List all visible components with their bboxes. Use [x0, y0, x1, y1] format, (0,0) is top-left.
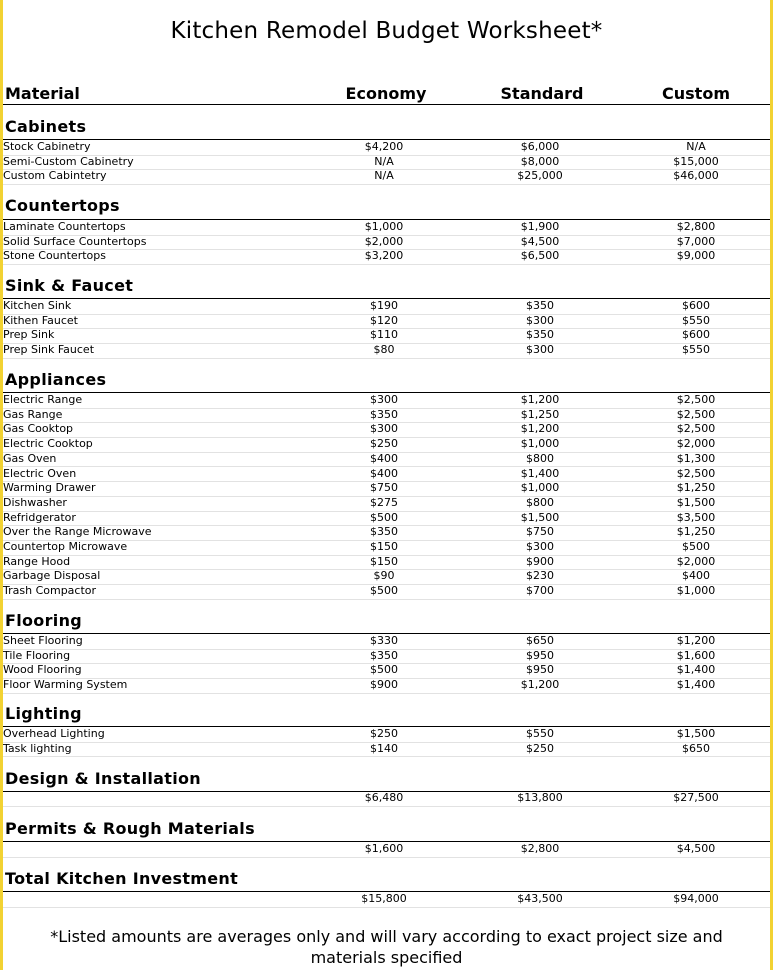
cell-standard: $300 [526, 540, 554, 553]
table-row [3, 299, 770, 315]
cell-custom: $46,000 [673, 169, 719, 183]
cell-standard: $1,500 [520, 510, 560, 524]
cell-custom: $650 [682, 741, 710, 755]
cell-economy: $6,480 [364, 791, 404, 804]
cell-standard: $1,900 [520, 220, 560, 233]
cell-custom: $9,000 [676, 249, 716, 263]
cell-standard: $750 [526, 525, 554, 539]
table-row [3, 742, 770, 758]
cell-economy: N/A [374, 169, 394, 183]
cell-custom: $4,500 [676, 842, 716, 855]
table-row [3, 727, 770, 743]
cell-custom: $2,000 [676, 554, 716, 568]
table-row [3, 663, 770, 679]
cell-standard: $350 [526, 299, 554, 312]
cell-economy: $350 [370, 525, 398, 539]
cell-economy: $150 [370, 554, 398, 568]
cell-custom: $1,500 [676, 495, 716, 509]
column-header-material: Material [5, 84, 80, 103]
section-title: Lighting [5, 704, 82, 723]
column-header-custom: Custom [662, 84, 730, 103]
row-material-name: Electric Cooktop [3, 437, 93, 451]
cell-custom: $1,200 [676, 634, 716, 647]
cell-standard: $550 [526, 727, 554, 740]
cell-economy: $150 [370, 540, 398, 553]
cell-economy: $110 [370, 328, 398, 342]
cell-custom: $1,600 [676, 648, 716, 662]
cell-standard: $1,400 [520, 466, 560, 480]
cell-standard: $25,000 [517, 169, 563, 183]
cell-economy: $4,200 [364, 140, 404, 153]
table-row [3, 393, 770, 409]
table-row [3, 328, 770, 344]
cell-custom: $2,500 [676, 466, 716, 480]
cell-custom: $27,500 [673, 791, 719, 804]
row-material-name: Task lighting [3, 741, 72, 755]
section-title: Total Kitchen Investment [5, 869, 239, 888]
cell-economy: $2,000 [364, 234, 404, 248]
cell-custom: $3,500 [676, 510, 716, 524]
row-material-name: Kitchen Sink [3, 299, 72, 312]
cell-economy: $1,600 [364, 842, 404, 855]
table-row [3, 892, 770, 908]
cell-custom: $600 [682, 299, 710, 312]
footnote: *Listed amounts are averages only and will vary according to exact project size and materials specified [50, 927, 723, 967]
cell-economy: $300 [370, 393, 398, 406]
table-row [3, 511, 770, 527]
table-row [3, 791, 770, 807]
row-material-name: Electric Range [3, 393, 83, 406]
table-row [3, 220, 770, 236]
cell-economy: $1,000 [364, 220, 404, 233]
table-row [3, 452, 770, 468]
cell-standard: $800 [526, 451, 554, 465]
table-row [3, 314, 770, 330]
row-material-name: Laminate Countertops [3, 220, 126, 233]
cell-economy: $140 [370, 741, 398, 755]
table-row [3, 235, 770, 251]
column-header-row [3, 82, 770, 105]
cell-economy: $120 [370, 313, 398, 327]
cell-custom: $7,000 [676, 234, 716, 248]
table-row [3, 525, 770, 541]
cell-economy: $750 [370, 481, 398, 495]
cell-economy: $250 [370, 437, 398, 451]
row-material-name: Wood Flooring [3, 663, 82, 677]
cell-standard: $1,000 [520, 481, 560, 495]
cell-economy: $190 [370, 299, 398, 312]
row-material-name: Semi-Custom Cabinetry [3, 154, 134, 168]
cell-standard: $250 [526, 741, 554, 755]
cell-standard: $650 [526, 634, 554, 647]
table-row [3, 422, 770, 438]
cell-custom: $2,500 [676, 407, 716, 421]
cell-economy: $15,800 [361, 892, 407, 905]
cell-economy: $900 [370, 678, 398, 692]
row-material-name: Sheet Flooring [3, 634, 83, 647]
cell-custom: $2,500 [676, 393, 716, 406]
row-material-name: Floor Warming System [3, 678, 128, 692]
table-row [3, 155, 770, 171]
cell-standard: $800 [526, 495, 554, 509]
table-row [3, 649, 770, 665]
cell-custom: $600 [682, 328, 710, 342]
cell-economy: $350 [370, 407, 398, 421]
table-row [3, 140, 770, 156]
table-row [3, 842, 770, 858]
section-title: Permits & Rough Materials [5, 819, 255, 838]
row-material-name: Kithen Faucet [3, 313, 78, 327]
cell-standard: $4,500 [520, 234, 560, 248]
cell-custom: $400 [682, 569, 710, 583]
cell-custom: $2,000 [676, 437, 716, 451]
row-material-name: Warming Drawer [3, 481, 96, 495]
cell-custom: $1,250 [676, 481, 716, 495]
cell-custom: $1,250 [676, 525, 716, 539]
table-row [3, 481, 770, 497]
cell-economy: $3,200 [364, 249, 404, 263]
cell-standard: $13,800 [517, 791, 563, 804]
row-material-name: Solid Surface Countertops [3, 234, 147, 248]
cell-custom: $1,500 [676, 727, 716, 740]
cell-standard: $230 [526, 569, 554, 583]
cell-standard: $6,500 [520, 249, 560, 263]
row-material-name: Over the Range Microwave [3, 525, 152, 539]
cell-standard: $300 [526, 343, 554, 357]
table-row [3, 408, 770, 424]
row-material-name: Countertop Microwave [3, 540, 128, 553]
section-title: Design & Installation [5, 769, 201, 788]
section-title: Flooring [5, 611, 83, 630]
row-material-name: Prep Sink Faucet [3, 343, 95, 357]
row-material-name: Tile Flooring [3, 648, 71, 662]
cell-economy: $275 [370, 495, 398, 509]
cell-economy: $80 [373, 343, 395, 357]
cell-custom: $2,500 [676, 422, 716, 436]
table-row [3, 249, 770, 265]
column-header-economy: Economy [345, 84, 427, 103]
cell-economy: $500 [370, 584, 398, 598]
table-row [3, 496, 770, 512]
cell-economy: $90 [373, 569, 395, 583]
table-row [3, 555, 770, 571]
table-row [3, 678, 770, 694]
cell-standard: $1,250 [520, 407, 560, 421]
row-material-name: Overhead Lighting [3, 727, 105, 740]
column-header-standard: Standard [500, 84, 584, 103]
table-row [3, 169, 770, 185]
row-material-name: Refridgerator [3, 510, 76, 524]
cell-standard: $1,200 [520, 393, 560, 406]
cell-economy: $500 [370, 663, 398, 677]
row-material-name: Trash Compactor [3, 584, 97, 598]
cell-standard: $350 [526, 328, 554, 342]
row-material-name: Stock Cabinetry [3, 140, 91, 153]
cell-standard: $300 [526, 313, 554, 327]
cell-standard: $950 [526, 648, 554, 662]
row-material-name: Dishwasher [3, 495, 67, 509]
cell-custom: $500 [682, 540, 710, 553]
cell-economy: N/A [374, 154, 394, 168]
row-material-name: Range Hood [3, 554, 71, 568]
row-material-name: Garbage Disposal [3, 569, 101, 583]
section-title: Appliances [5, 370, 107, 389]
cell-custom: $550 [682, 343, 710, 357]
table-row [3, 540, 770, 556]
cell-economy: $400 [370, 451, 398, 465]
page-title: Kitchen Remodel Budget Worksheet* [170, 18, 603, 44]
cell-custom: $550 [682, 313, 710, 327]
row-material-name: Gas Oven [3, 451, 57, 465]
cell-custom: $94,000 [673, 892, 719, 905]
table-row [3, 437, 770, 453]
table-row [3, 634, 770, 650]
row-material-name: Stone Countertops [3, 249, 106, 263]
cell-custom: N/A [686, 140, 706, 153]
section-title: Cabinets [5, 117, 87, 136]
cell-economy: $300 [370, 422, 398, 436]
cell-custom: $2,800 [676, 220, 716, 233]
cell-standard: $1,000 [520, 437, 560, 451]
table-row [3, 569, 770, 585]
row-material-name: Gas Range [3, 407, 63, 421]
row-material-name: Prep Sink [3, 328, 55, 342]
table-row [3, 467, 770, 483]
cell-standard: $900 [526, 554, 554, 568]
cell-standard: $8,000 [520, 154, 560, 168]
cell-standard: $1,200 [520, 422, 560, 436]
row-material-name: Custom Cabintetry [3, 169, 107, 183]
cell-custom: $1,000 [676, 584, 716, 598]
row-material-name: Electric Oven [3, 466, 77, 480]
cell-standard: $700 [526, 584, 554, 598]
cell-standard: $950 [526, 663, 554, 677]
section-title: Countertops [5, 196, 120, 215]
cell-standard: $6,000 [520, 140, 560, 153]
table-row [3, 343, 770, 359]
row-material-name: Gas Cooktop [3, 422, 74, 436]
table-row [3, 584, 770, 600]
cell-economy: $500 [370, 510, 398, 524]
cell-economy: $400 [370, 466, 398, 480]
cell-economy: $350 [370, 648, 398, 662]
cell-custom: $1,300 [676, 451, 716, 465]
cell-custom: $1,400 [676, 678, 716, 692]
cell-economy: $330 [370, 634, 398, 647]
section-title: Sink & Faucet [5, 276, 134, 295]
cell-standard: $2,800 [520, 842, 560, 855]
cell-custom: $15,000 [673, 154, 719, 168]
cell-standard: $43,500 [517, 892, 563, 905]
cell-economy: $250 [370, 727, 398, 740]
cell-standard: $1,200 [520, 678, 560, 692]
cell-custom: $1,400 [676, 663, 716, 677]
